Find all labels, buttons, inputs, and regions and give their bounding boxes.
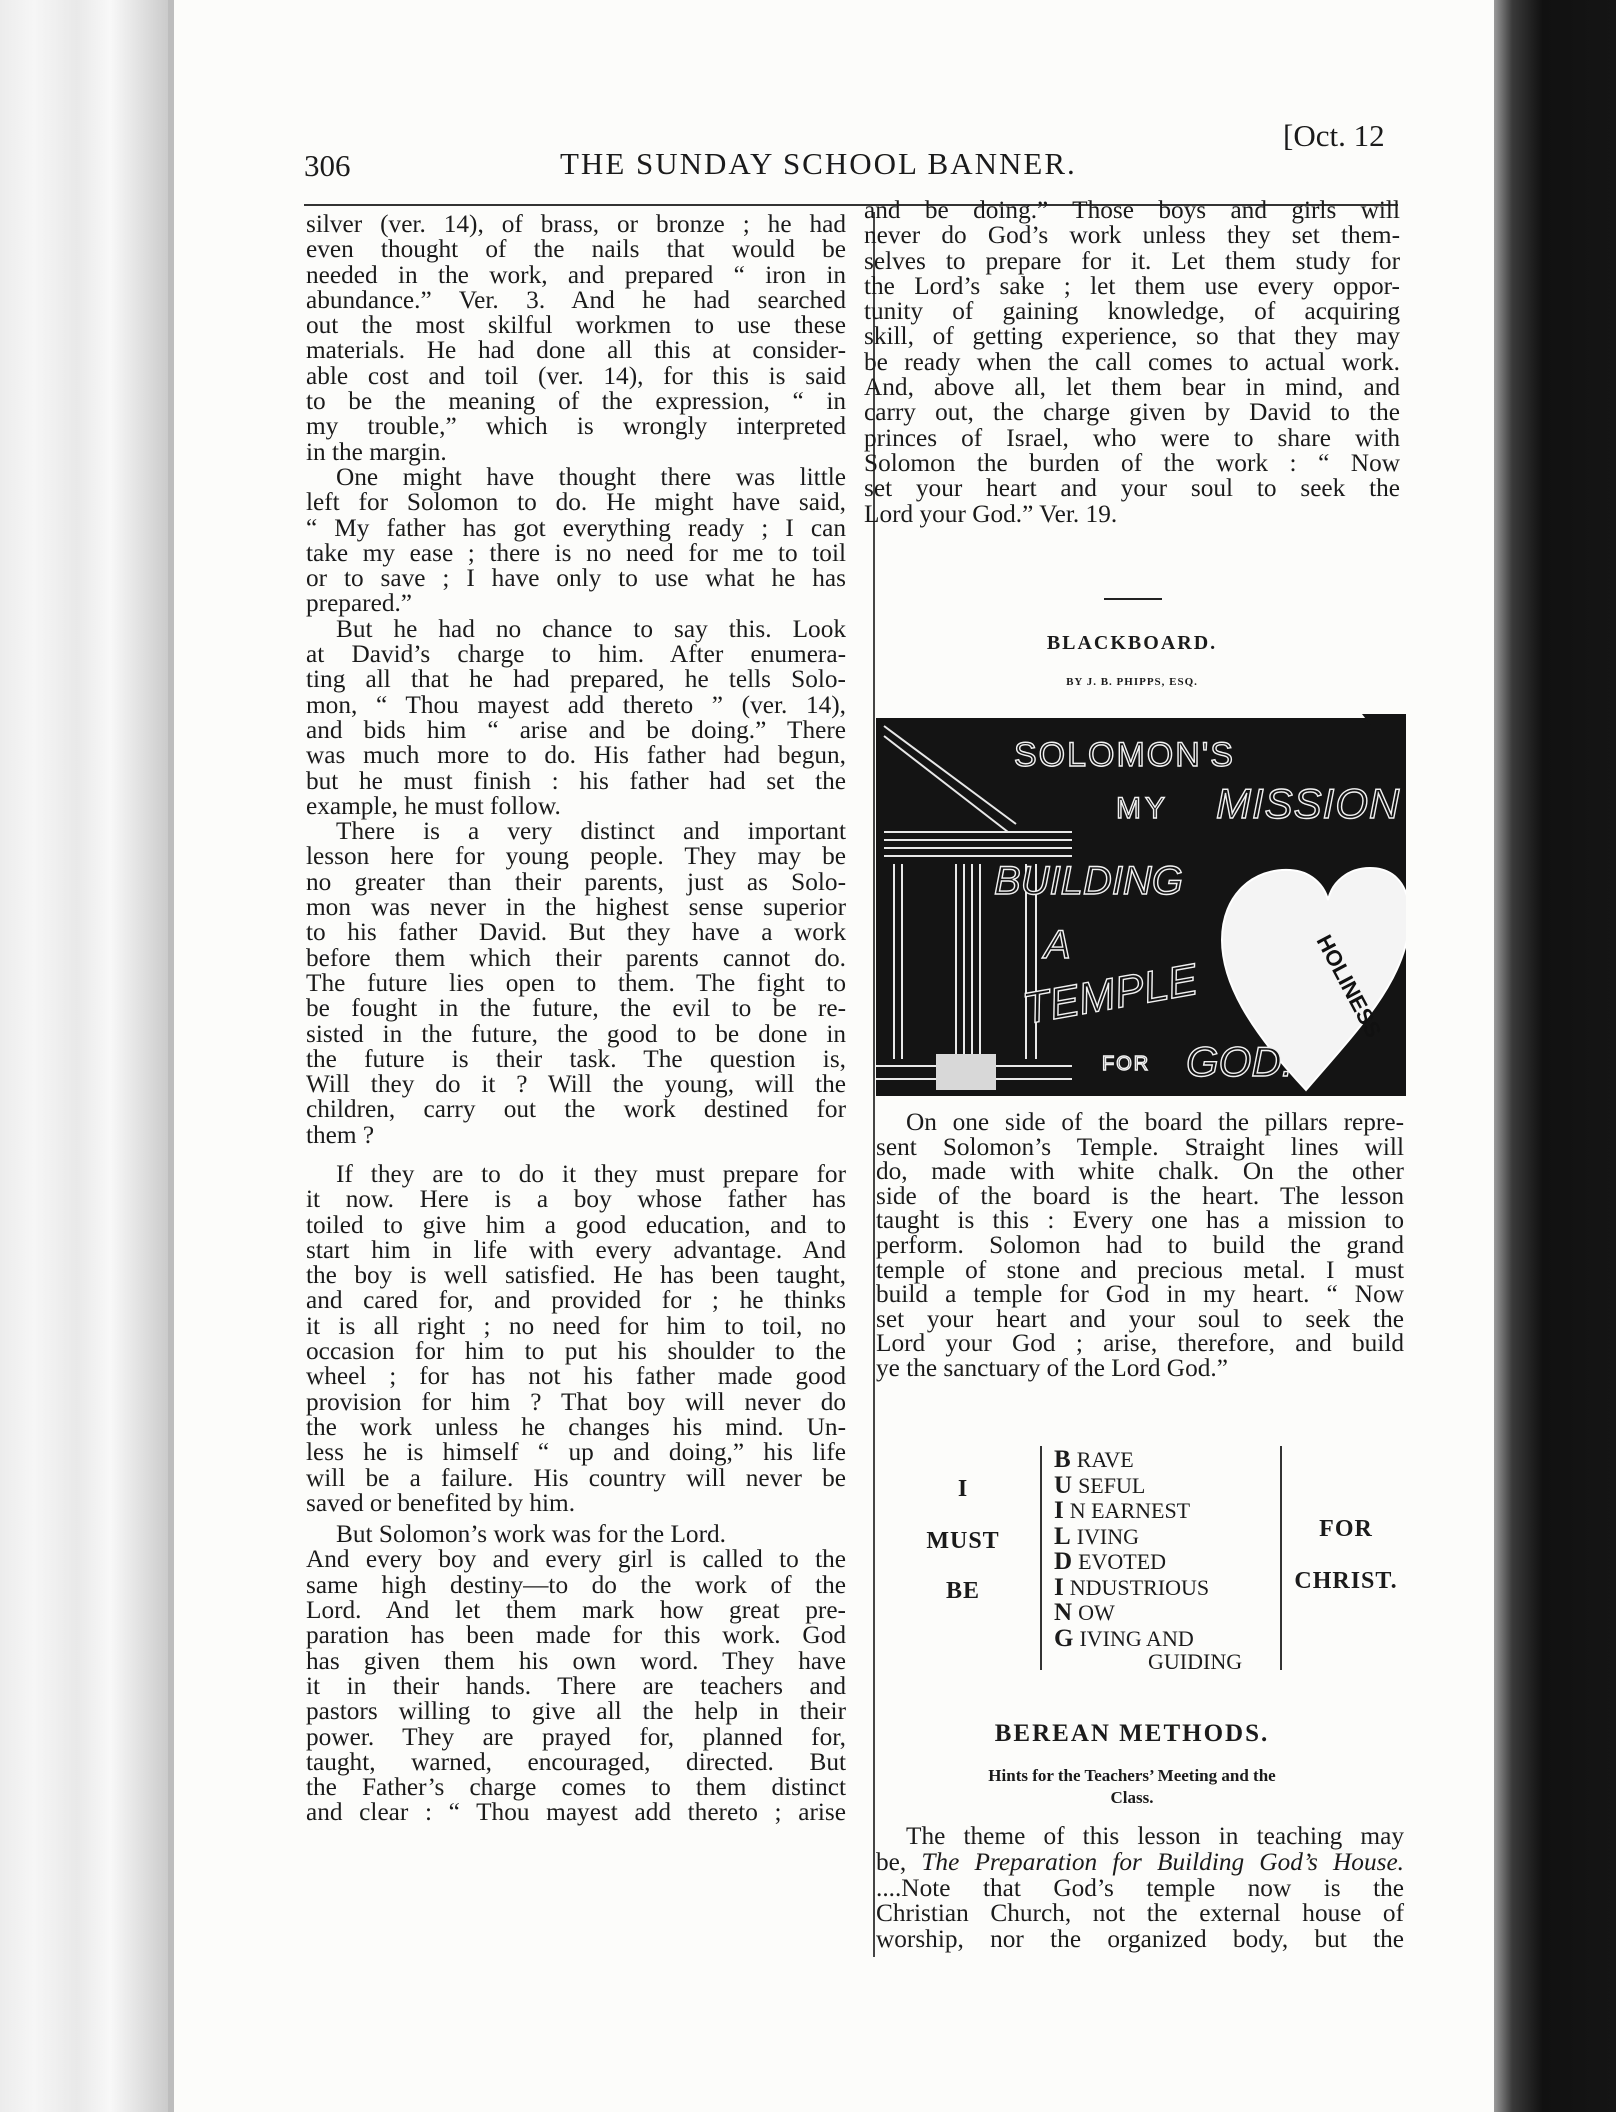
- acrostic-row: [1054, 1522, 1140, 1550]
- left-column-line: prepared.”: [306, 589, 413, 618]
- berean-line-3: ....Note that God’s temple now is the: [876, 1873, 1404, 1902]
- left-column-line: silver (ver. 14), of brass, or bronze ; he had: [306, 210, 846, 238]
- left-column-line: take my ease ; there is no need for me to toil: [306, 538, 846, 567]
- left-column-line: occasion for him to put his shoulder to the: [306, 1337, 846, 1366]
- acrostic-row: [1054, 1448, 1134, 1472]
- berean-line-5: worship, nor the organized body, but the: [876, 1925, 1404, 1954]
- left-column-line: example, he must follow.: [306, 791, 561, 820]
- left-column-line: But he had no chance to say this. Look: [336, 614, 846, 643]
- acrostic-row: [1054, 1624, 1194, 1652]
- right-column-line: tunity of gaining knowledge, of acquiring: [864, 297, 1400, 326]
- blackboard-description-line: Lord your God ; arise, therefore, and build: [876, 1329, 1404, 1358]
- right-column-line: selves to prepare for it. Let them study for: [864, 246, 1400, 275]
- left-column-line: pastors willing to give all the help in their: [306, 1697, 846, 1726]
- book-binding-right: [1494, 0, 1616, 2112]
- berean-subheading: [864, 1765, 1400, 1809]
- acrostic-word-rest: IVING: [1076, 1523, 1140, 1549]
- blackboard-description-line: taught is this : Every one has a mission to: [876, 1206, 1404, 1235]
- blackboard-description: [876, 1110, 1404, 1381]
- berean-subheading-line-2: Class.: [1110, 1788, 1154, 1807]
- left-column-line: The future lies open to them. The fight to: [306, 968, 846, 997]
- blackboard-description-line: perform. Solomon had to build the grand: [876, 1230, 1404, 1259]
- acrostic-right-word-1: FOR: [1319, 1516, 1373, 1542]
- left-column-line: able cost and toil (ver. 14), for this is said: [306, 361, 846, 390]
- acrostic-left-word-2: MUST: [926, 1528, 1000, 1554]
- left-column-line: Will they do it ? Will the young, will the: [306, 1070, 846, 1099]
- left-column-line: provision for him ? That boy will never do: [306, 1387, 846, 1416]
- acrostic-row: [1054, 1550, 1166, 1574]
- blackboard-description-line: do, made with white chalk. On the other: [876, 1157, 1404, 1186]
- left-column-line: start him in life with every advantage. And: [306, 1235, 846, 1264]
- left-column-line: mon was never in the highest sense superior: [306, 893, 846, 922]
- board-temple: TEMPLE: [1019, 955, 1202, 1034]
- acrostic-initial: B: [1054, 1446, 1071, 1473]
- blackboard-description-line: On one side of the board the pillars repre-: [906, 1108, 1404, 1136]
- right-column-line: set your heart and your soul to seek the: [864, 474, 1400, 503]
- blackboard-description-line: side of the board is the heart. The lesson: [876, 1181, 1404, 1210]
- left-column-line: the future is their task. The question is,: [306, 1044, 846, 1073]
- left-column-line: and cared for, and provided for ; he thinks: [306, 1286, 846, 1315]
- right-column-line: And, above all, let them bear in mind, and: [864, 373, 1400, 402]
- blackboard-byline: BY J. B. PHIPPS, ESQ.: [1066, 676, 1198, 688]
- board-mission: MISSION: [1216, 780, 1401, 827]
- left-column-line: mon, “ Thou mayest add thereto ” (ver. 14),: [306, 690, 846, 719]
- left-column-line: before them which their parents cannot do.: [306, 943, 846, 972]
- blackboard-svg: [876, 714, 1406, 1096]
- date-reference: [Oct. 12: [1283, 118, 1385, 153]
- left-column-line: materials. He had done all this at consider-: [306, 336, 846, 365]
- right-column-line: and be doing.” Those boys and girls will: [864, 196, 1400, 224]
- left-column-line: the work unless he changes his mind. Un-: [306, 1412, 846, 1441]
- acrostic-initial: U: [1054, 1471, 1073, 1499]
- board-holiness: HOLINESS: [1311, 930, 1387, 1042]
- left-column-line: There is a very distinct and important: [336, 817, 846, 846]
- blackboard-description-line: sent Solomon’s Temple. Straight lines will: [876, 1132, 1404, 1161]
- left-column-line: has given them his own word. They have: [306, 1646, 846, 1675]
- left-column-line: less he is himself “ up and doing,” his life: [306, 1438, 846, 1467]
- acrostic-initial: I: [1054, 1497, 1064, 1524]
- left-column-line: to be the meaning of the expression, “ in: [306, 387, 846, 416]
- right-column-line: be ready when the call comes to actual work.: [864, 347, 1400, 376]
- acrostic-word-rest: EVOTED: [1078, 1549, 1167, 1574]
- left-column-line: lesson here for young people. They may be: [306, 842, 846, 871]
- left-column-line: or to save ; I have only to use what he has: [306, 564, 846, 593]
- left-column-line: “ My father has got everything ready ; I can: [306, 513, 846, 542]
- left-column: [306, 212, 846, 1826]
- left-column-line: wheel ; for has not his father made good: [306, 1362, 846, 1391]
- acrostic-continuation: GUIDING: [1148, 1649, 1243, 1674]
- left-column-line: same high destiny—to do the work of the: [306, 1570, 846, 1599]
- acrostic-initial: I: [1054, 1573, 1064, 1601]
- left-column-line: no greater than their parents, just as Solo-: [306, 867, 846, 896]
- acrostic-right-word-2: CHRIST.: [1294, 1568, 1398, 1594]
- left-column-line: even thought of the nails that would be: [306, 235, 846, 264]
- acrostic-word-rest: N EARNEST: [1069, 1498, 1191, 1523]
- left-column-line: out the most skilful workmen to use these: [306, 311, 846, 340]
- berean-line-2: [876, 1847, 1404, 1876]
- board-god: GOD.: [1186, 1038, 1294, 1085]
- acrostic-row: [1054, 1573, 1210, 1601]
- right-column-line: carry out, the charge given by David to the: [864, 398, 1400, 427]
- right-column-top: [864, 198, 1400, 527]
- left-column-line: paration has been made for this work. God: [306, 1621, 846, 1650]
- acrostic-word-rest: IVING AND: [1079, 1625, 1194, 1651]
- left-column-line: children, carry out the work destined for: [306, 1095, 846, 1124]
- acrostic-row: [1054, 1471, 1146, 1499]
- right-column-line: skill, of getting experience, so that they may: [864, 322, 1400, 351]
- board-for: FOR: [1102, 1053, 1151, 1075]
- left-column-line: abundance.” Ver. 3. And he had searched: [306, 285, 846, 314]
- board-building: BUILDING: [994, 859, 1183, 903]
- acrostic-initial: G: [1054, 1624, 1074, 1652]
- left-column-line: ting all that he had prepared, he tells Solo-: [306, 665, 846, 694]
- left-column-line: sisted in the future, the good to be done in: [306, 1019, 846, 1048]
- berean-line-4: Christian Church, not the external house of: [876, 1899, 1404, 1928]
- left-column-line: the boy is well satisfied. He has been taught,: [306, 1261, 846, 1290]
- left-column-line: power. They are prayed for, planned for,: [306, 1722, 846, 1751]
- left-column-line: in the margin.: [306, 437, 447, 466]
- left-column-line: my trouble,” which is wrongly interpreted: [306, 412, 846, 441]
- left-column-line: them ?: [306, 1120, 375, 1149]
- left-column-line: and clear : “ Thou mayest add thereto ; arise: [306, 1798, 846, 1827]
- book-edge-left: [0, 0, 170, 2112]
- acrostic-table: [876, 1442, 1406, 1682]
- right-column-line: princes of Israel, who were to share with: [864, 423, 1400, 452]
- blackboard-description-line: temple of stone and precious metal. I must: [876, 1255, 1404, 1284]
- left-column-line: the Father’s charge comes to them distinct: [306, 1773, 846, 1802]
- blackboard-heading: BLACKBOARD.: [1046, 632, 1218, 654]
- blackboard-illustration: [876, 714, 1406, 1096]
- section-divider: [1104, 598, 1162, 600]
- board-solomons: SOLOMON'S: [1014, 736, 1235, 774]
- acrostic-row: [1054, 1601, 1115, 1625]
- acrostic-right-rule: [1280, 1446, 1282, 1670]
- left-column-line: be fought in the future, the evil to be re-: [306, 994, 846, 1023]
- acrostic-initial: D: [1054, 1548, 1073, 1575]
- berean-heading: BEREAN METHODS.: [994, 1720, 1270, 1747]
- blackboard-description-line: set your heart and your soul to seek the: [876, 1304, 1404, 1333]
- left-column-line: One might have thought there was little: [336, 462, 846, 491]
- left-column-line: And every boy and every girl is called to the: [306, 1545, 846, 1574]
- left-column-line: it now. Here is a boy whose father has: [306, 1185, 846, 1214]
- left-column-line: to his father David. But they have a work: [306, 918, 846, 947]
- lesson-theme: The Preparation for Building God’s House.: [921, 1847, 1404, 1876]
- pillar-base: [936, 1054, 996, 1090]
- acrostic-word-rest: SEFUL: [1078, 1472, 1146, 1498]
- acrostic-word-rest: RAVE: [1076, 1447, 1134, 1472]
- left-column-line: taught, warned, encouraged, directed. But: [306, 1747, 846, 1776]
- right-column-line: Lord your God.” Ver. 19.: [864, 499, 1118, 528]
- acrostic-initial: N: [1054, 1599, 1073, 1626]
- acrostic-initial: L: [1054, 1522, 1071, 1550]
- berean-line-1: The theme of this lesson in teaching may: [906, 1822, 1404, 1850]
- blackboard-description-line: ye the sanctuary of the Lord God.”: [876, 1353, 1228, 1382]
- berean-line-2-lead: be,: [876, 1847, 922, 1876]
- acrostic-row: [1054, 1499, 1190, 1523]
- acrostic-left-word-3: BE: [945, 1578, 980, 1604]
- left-column-line: at David’s charge to him. After enumera-: [306, 640, 846, 669]
- left-column-line: toiled to give him a good education, and to: [306, 1210, 846, 1239]
- acrostic-left-rule: [1040, 1446, 1042, 1670]
- acrostic-left-word-1: I: [957, 1476, 969, 1502]
- left-column-line: was much more to do. His father had begun,: [306, 741, 846, 770]
- left-column-line: and bids him “ arise and be doing.” There: [306, 715, 846, 744]
- blackboard-description-line: build a temple for God in my heart. “ Now: [876, 1280, 1404, 1309]
- berean-subheading-line-1: Hints for the Teachers’ Meeting and the: [988, 1766, 1276, 1785]
- right-column-line: Solomon the burden of the work : “ Now: [864, 448, 1400, 477]
- left-column-line: will be a failure. His country will never be: [306, 1463, 846, 1492]
- left-column-line: it is all right ; no need for him to toil, no: [306, 1311, 846, 1340]
- running-title: THE SUNDAY SCHOOL BANNER.: [560, 146, 1077, 181]
- board-my: MY: [1116, 792, 1169, 825]
- board-a: A: [1044, 923, 1071, 967]
- right-column-line: the Lord’s sake ; let them use every oppor-: [864, 271, 1400, 300]
- right-column-line: never do God’s work unless they set them-: [864, 221, 1400, 250]
- left-column-line: left for Solomon to do. He might have said,: [306, 488, 846, 517]
- left-column-line: saved or benefited by him.: [306, 1488, 576, 1517]
- berean-body: [876, 1824, 1404, 1953]
- left-column-line: But Solomon’s work was for the Lord.: [336, 1520, 726, 1549]
- acrostic-word-rest: NDUSTRIOUS: [1069, 1574, 1210, 1600]
- left-column-line: If they are to do it they must prepare for: [336, 1159, 846, 1188]
- left-column-line: Lord. And let them mark how great pre-: [306, 1596, 846, 1625]
- left-column-line: but he must finish : his father had set the: [306, 766, 846, 795]
- left-column-line: needed in the work, and prepared “ iron in: [306, 260, 846, 289]
- left-column-line: it in their hands. There are teachers and: [306, 1671, 846, 1700]
- acrostic-word-rest: OW: [1078, 1600, 1115, 1625]
- page-number: 306: [304, 148, 351, 183]
